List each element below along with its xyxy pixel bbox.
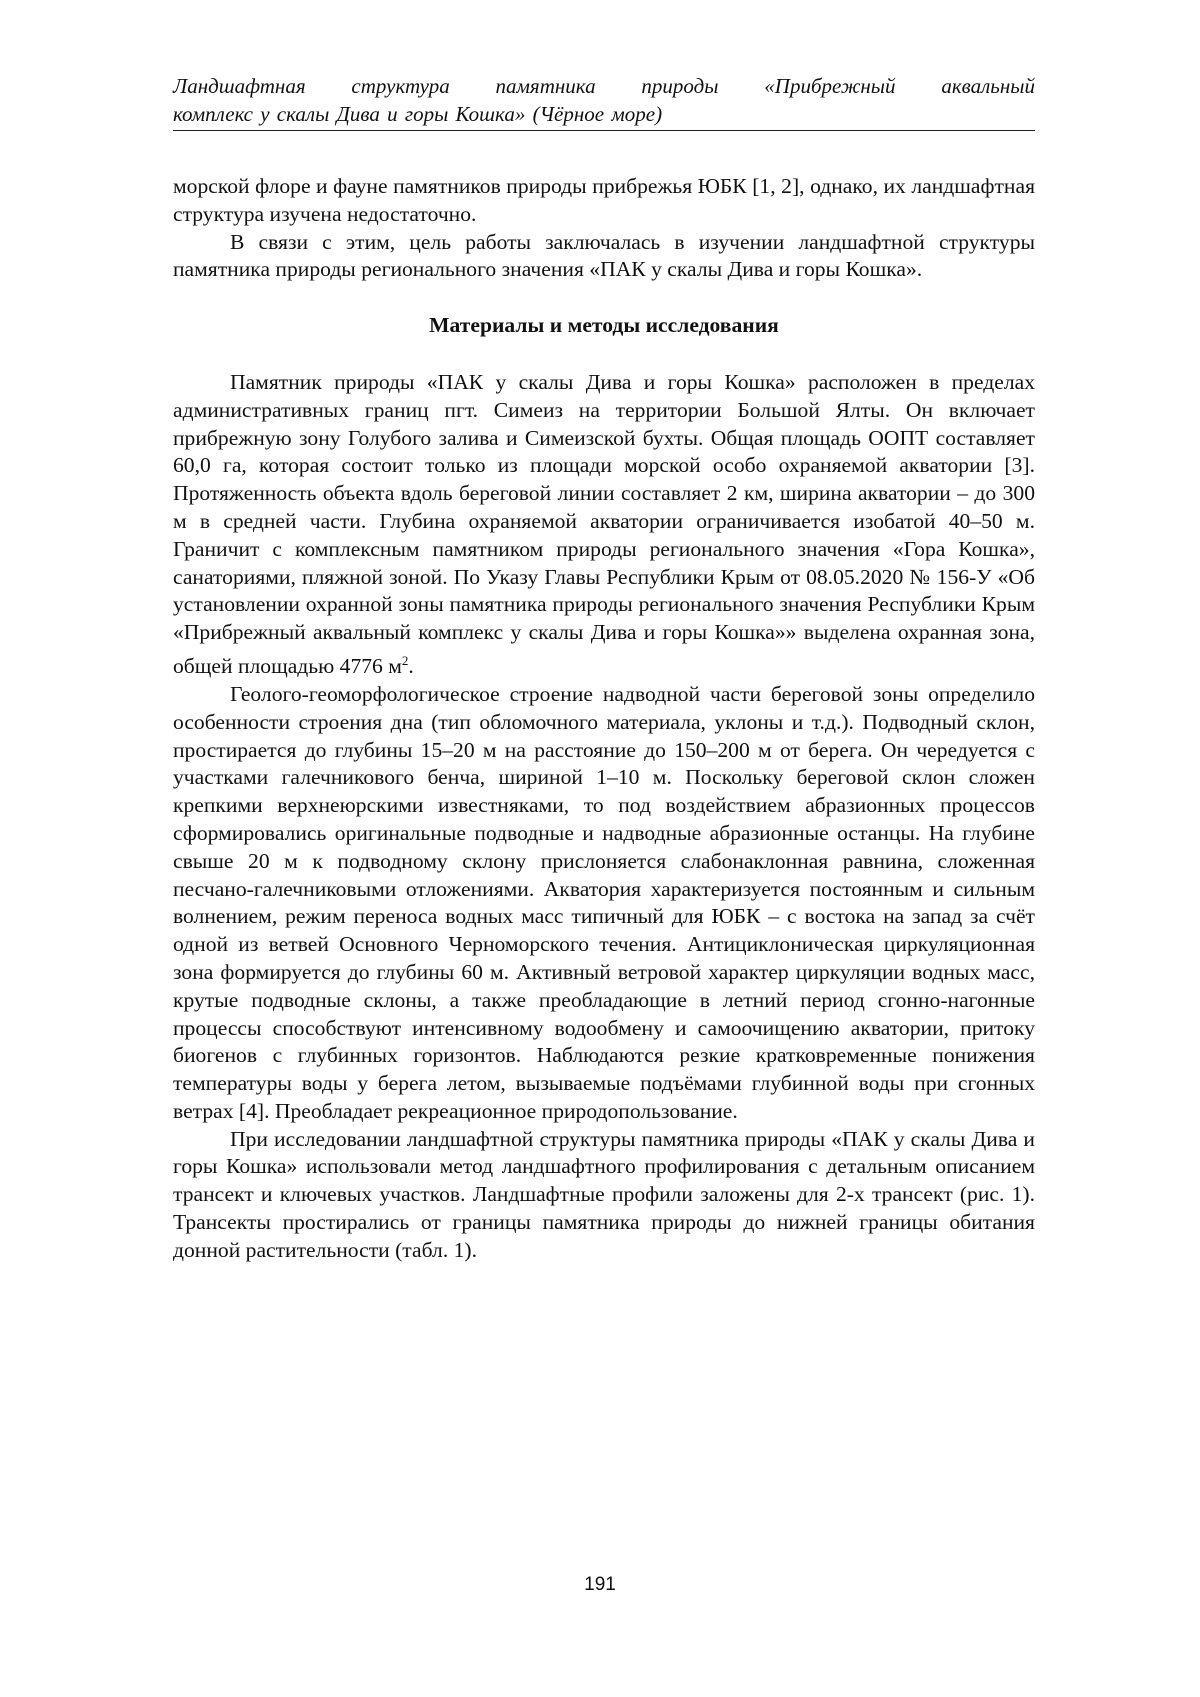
running-header-line-2: комплекс у скалы Дива и горы Кошка» (Чёрное море) — [173, 102, 663, 126]
page-number: 191 — [584, 1574, 616, 1595]
page-body — [173, 173, 1035, 1265]
paragraph-location-end: . — [408, 654, 414, 679]
paragraph-location — [173, 369, 1035, 681]
running-header-line-1: Ландшафтная структура памятника природы «Прибрежный аквальный — [173, 74, 1035, 98]
paragraph-geology: Геолого-геоморфологическое строение надводной части береговой зоны определило особенности строения дна (тип обломочного материала, уклоны и т.д.). Подводный склон, простирается до глубины 15–20 м на расстояние до 150–200 м от берега. Он чередуется с участками галечникового бенча, шириной 1–10 м. Поскольку береговой склон сложен крепкими верхнеюрскими известняками, то под воздействием абразионных процессов сформировались оригинальные подводные и надводные абразионные останцы. На глубине свыше 20 м к подводному склону прислоняется слабонаклонная равнина, сложенная песчано-галечниковыми отложениями. Акватория характеризуется постоянным и сильным волнением, режим переноса водных масс типичный для ЮБК – с востока на запад за счёт одной из ветвей Основного Черноморского течения. Антициклоническая циркуляционная зона формируется до глубины 60 м. Активный ветровой характер циркуляции водных масс, крутые подводные склоны, а также преобладающие в летний период сгонно-нагонные процессы способствуют интенсивному водообмену и самоочищению акватории, притоку биогенов с глубинных горизонтов. Наблюдаются резкие кратковременные понижения температуры воды у берега летом, вызываемые подъёмами глубинной воды при сгонных ветрах [4]. Преобладает рекреационное природопользование. — [173, 681, 1035, 1123]
paragraph-aim: В связи с этим, цель работы заключалась в изучении ландшафтной структуры памятника природы регионального значения «ПАК у скалы Дива и горы Кошка». — [173, 229, 1035, 282]
running-header — [173, 72, 1035, 128]
paragraph-methods: При исследовании ландшафтной структуры памятника природы «ПАК у скалы Дива и горы Кошка» использовали метод ландшафтного профилирования с детальным описанием трансект и ключевых участков. Ландшафтные профили заложены для 2-х трансект (рис. 1). Трансекты простирались от границы памятника природы до нижней границы обитания донной растительности (табл. 1). — [173, 1126, 1035, 1262]
section-heading: Материалы и методы исследования — [429, 313, 779, 338]
paragraph-continuation: морской флоре и фауне памятников природы прибрежья ЮБК [1, 2], однако, их ландшафтная структура изучена недостаточно. — [173, 174, 1035, 226]
superscript-area-unit: 2 — [401, 652, 409, 668]
header-divider — [173, 130, 1035, 131]
paragraph-location-text: Памятник природы «ПАК у скалы Дива и горы Кошка» расположен в пределах административных границ пгт. Симеиз на территории Большой Ялты. Он включает прибрежную зону Голубого залива и Симеизской бухты. Общая площадь ООПТ составляет 60,0 га, которая состоит только из площади морской особо охраняемой акватории [3]. Протяженность объекта вдоль береговой линии составляет 2 км, ширина акватории – до 300 м в средней части. Глубина охраняемой акватории ограничивается изобатой 40–50 м. Граничит с комплексным памятником природы регионального значения «Гора Кошка», санаториями, пляжной зоной. По Указу Главы Республики Крым от 08.05.2020 № 156-У «Об установлении охранной зоны памятника природы регионального значения Республики Крым «Прибрежный аквальный комплекс у скалы Дива и горы Кошка»» выделена охранная зона, общей площадью 4776 м — [173, 369, 1035, 679]
